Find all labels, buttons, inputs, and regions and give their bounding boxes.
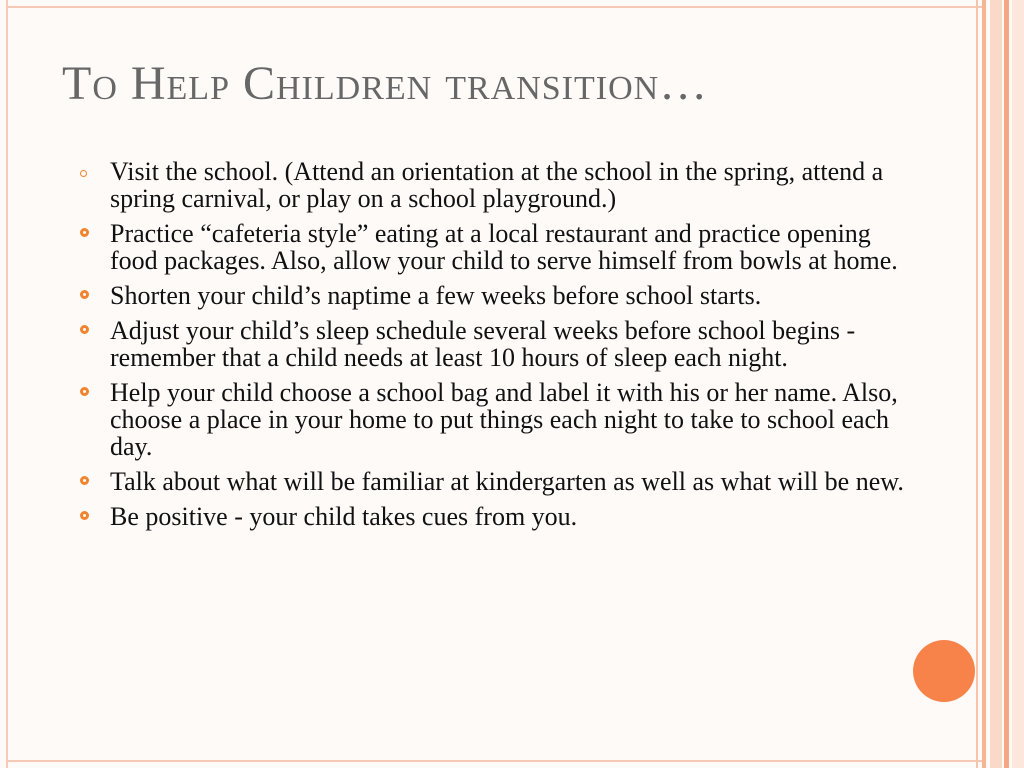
stripe [990,0,1002,768]
bullet-circle-icon [80,325,89,334]
bullet-circle-icon [80,228,89,237]
bullet-text: Talk about what will be familiar at kindergarten as well as what will be new. [110,467,904,496]
bullet-item [80,379,910,460]
bullet-circle-icon [80,290,89,299]
bullet-text: Shorten your child’s naptime a few weeks before school starts. [110,281,762,310]
bullet-item [80,220,910,274]
stripe [982,0,986,768]
bullet-text: Help your child choose a school bag and label it with his or her name. Also, choose a place in your home to put things each night to take to school each day. [110,378,898,461]
stripe [1004,0,1009,768]
bullet-text: Adjust your child’s sleep schedule several weeks before school begins - remember that a child needs at least 10 hours of sleep each night. [110,316,856,372]
bullet-item [80,503,910,530]
bullet-circle-icon [80,511,89,520]
bullet-text: Practice “cafeteria style” eating at a local restaurant and practice opening food packages. Also, allow your child to serve himself from bowls at home. [110,219,898,275]
bullet-item [80,468,910,495]
bullet-item [80,317,910,371]
stripe [1012,0,1024,768]
bullet-circle-icon [80,387,89,396]
frame-top-border [6,6,982,8]
bullet-text: Be positive - your child takes cues from you. [110,502,578,531]
bullet-list [80,158,910,538]
frame-left-border [6,0,8,768]
bullet-text: Visit the school. (Attend an orientation at the school in the spring, attend a spring carnival, or play on a school playground.) [110,157,884,213]
bullet-circle-icon [80,170,87,177]
bullet-item [80,282,910,309]
bullet-item [80,158,910,212]
decorative-orange-circle-icon [913,640,975,702]
right-decorative-stripes [976,0,1024,768]
bullet-circle-icon [80,476,89,485]
stripe [976,0,978,768]
slide-title: To Help Children transition… [62,57,709,110]
frame-bottom-border [6,760,982,762]
